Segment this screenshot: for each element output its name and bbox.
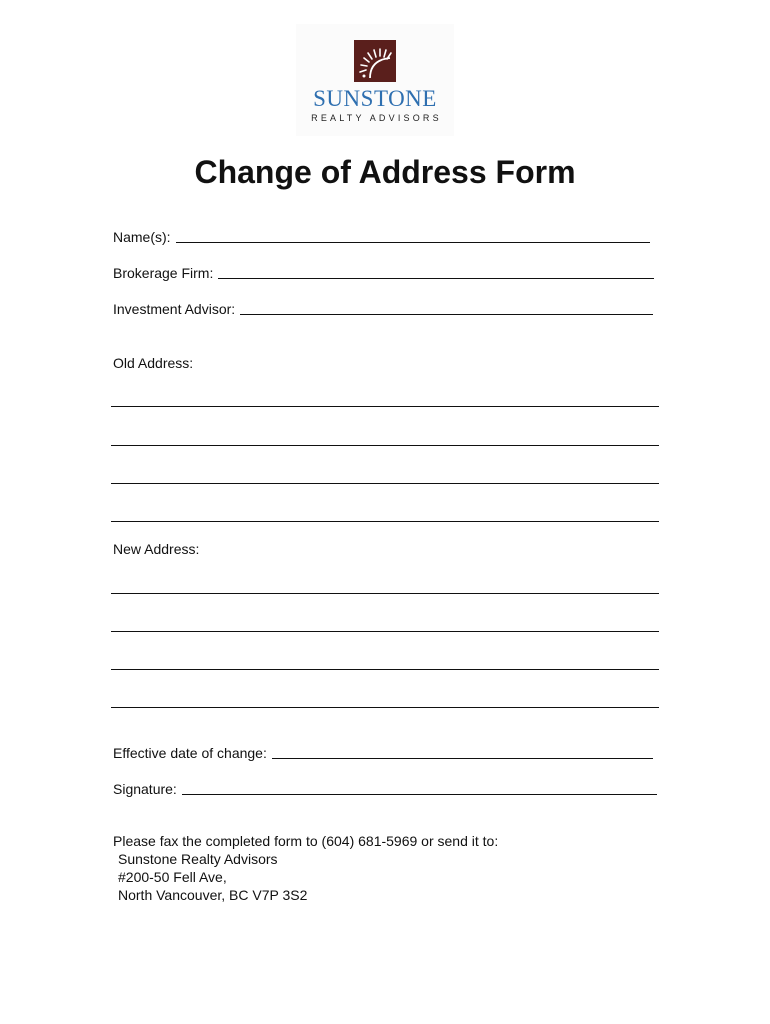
- brokerage-firm-field[interactable]: [113, 264, 654, 282]
- fax-instruction: Please fax the completed form to (604) 681-5969 or send it to:: [113, 833, 499, 849]
- mailing-instructions: [113, 832, 498, 904]
- old-address-line[interactable]: [111, 483, 659, 484]
- effective-date-blank-line[interactable]: [272, 744, 653, 759]
- effective-date-field[interactable]: [113, 744, 653, 762]
- signature-label: Signature:: [113, 781, 177, 797]
- names-blank-line[interactable]: [176, 228, 650, 243]
- address-line: #200-50 Fell Ave,: [118, 869, 227, 885]
- effective-date-label: Effective date of change:: [113, 745, 267, 761]
- names-label: Name(s):: [113, 229, 171, 245]
- brokerage-firm-label: Brokerage Firm:: [113, 265, 214, 281]
- new-address-line[interactable]: [111, 593, 659, 594]
- address-line: North Vancouver, BC V7P 3S2: [118, 887, 308, 903]
- old-address-line[interactable]: [111, 406, 659, 407]
- investment-advisor-label: Investment Advisor:: [113, 301, 236, 317]
- address-line: Sunstone Realty Advisors: [118, 851, 278, 867]
- logo-name: SUNSTONE: [313, 86, 437, 111]
- old-address-label: Old Address:: [113, 355, 194, 371]
- page-title: Change of Address Form: [194, 154, 576, 190]
- investment-advisor-blank-line[interactable]: [240, 300, 653, 315]
- sunburst-icon: [354, 40, 396, 82]
- old-address-line[interactable]: [111, 521, 659, 522]
- investment-advisor-field[interactable]: [113, 300, 653, 318]
- logo-tagline: REALTY ADVISORS: [311, 113, 442, 123]
- names-field[interactable]: [113, 228, 650, 246]
- new-address-line[interactable]: [111, 707, 659, 708]
- old-address-line[interactable]: [111, 445, 659, 446]
- signature-field[interactable]: [113, 780, 657, 798]
- new-address-line[interactable]: [111, 669, 659, 670]
- brokerage-firm-blank-line[interactable]: [218, 264, 654, 279]
- signature-blank-line[interactable]: [182, 780, 657, 795]
- new-address-label: New Address:: [113, 541, 200, 557]
- company-logo: [296, 24, 454, 136]
- new-address-line[interactable]: [111, 631, 659, 632]
